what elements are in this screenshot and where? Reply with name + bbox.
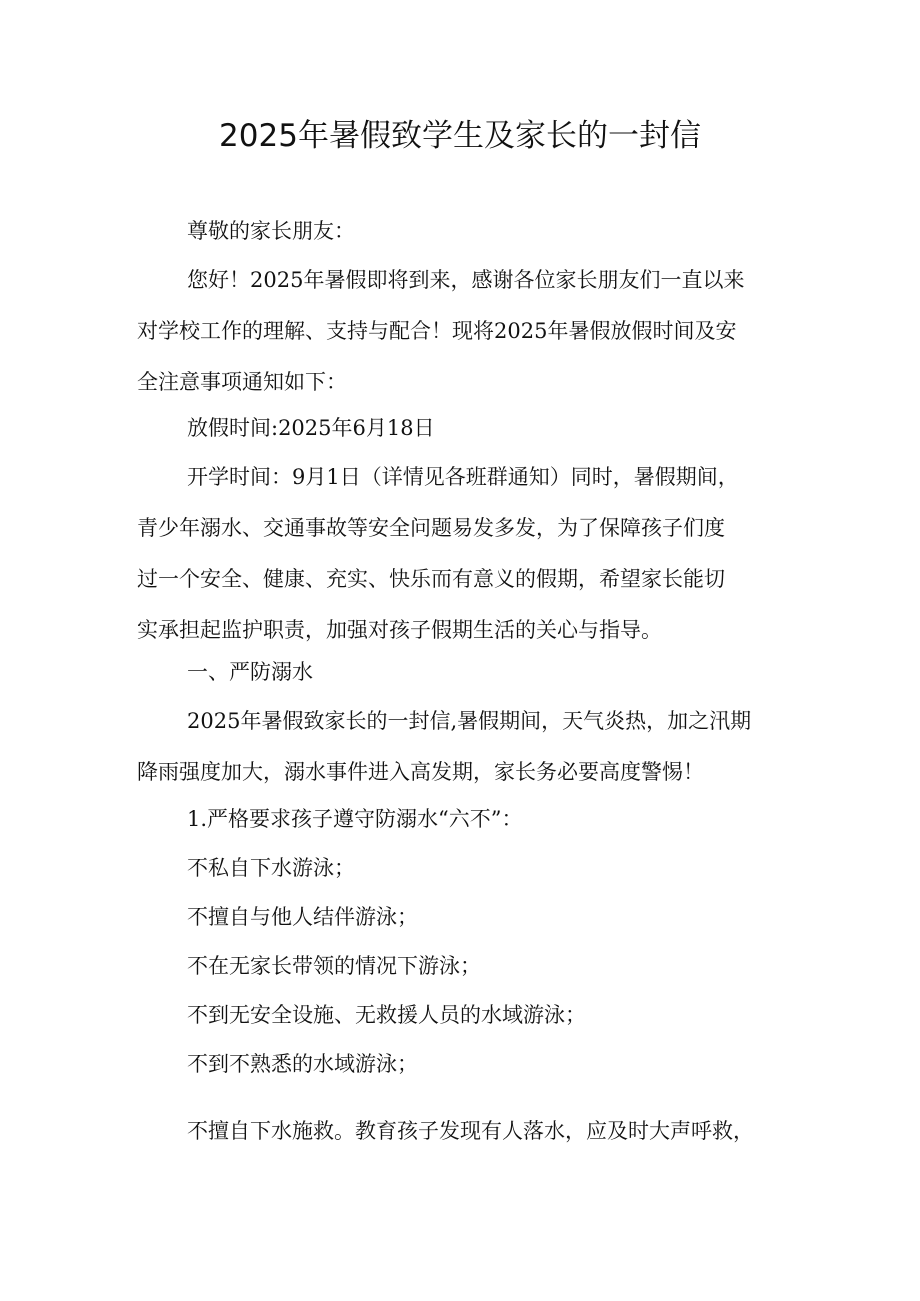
text-line: 1.严格要求孩子遵守防溺水“六不”：: [187, 807, 523, 831]
list-item: [137, 892, 797, 943]
list-item: [137, 990, 797, 1041]
list-item: [137, 941, 797, 992]
text-line: 不私自下水游泳；: [187, 856, 355, 880]
list-heading-six-rules: [137, 794, 797, 845]
document-title: 2025年暑假致学生及家长的一封信: [219, 118, 701, 154]
salutation: [137, 206, 797, 257]
text-line: 2025年暑假致家长的一封信,暑假期间，天气炎热，加之汛期: [187, 709, 752, 733]
text-line: 青少年溺水、交通事故等安全问题易发多发，为了保障孩子们度: [137, 516, 725, 540]
text-line: 不到无安全设施、无救援人员的水域游泳；: [187, 1003, 586, 1027]
text-line: 全注意事项通知如下：: [137, 370, 347, 394]
text-line: 尊敬的家长朋友：: [187, 219, 355, 243]
text-line: 不到不熟悉的水域游泳；: [187, 1052, 418, 1076]
text-line: 过一个安全、健康、充实、快乐而有意义的假期，希望家长能切: [137, 567, 725, 591]
text-line: 降雨强度加大，溺水事件进入高发期，家长务必要高度警惕！: [137, 760, 704, 784]
text-line: 放假时间:2025年6月18日: [187, 416, 435, 440]
paragraph-break-start: [137, 403, 797, 454]
section-heading-drowning: [137, 647, 797, 698]
list-item: [137, 1039, 797, 1090]
text-line: 您好！2025年暑假即将到来，感谢各位家长朋友们一直以来: [187, 268, 745, 292]
paragraph-school-start: [137, 452, 797, 656]
list-item: [137, 843, 797, 894]
text-line: 开学时间：9月1日（详情见各班群通知）同时，暑假期间，: [187, 465, 739, 489]
text-line: 对学校工作的理解、支持与配合！现将2025年暑假放假时间及安: [137, 319, 737, 343]
text-line: 不擅自与他人结伴游泳；: [187, 905, 418, 929]
text-line: 一、严防溺水: [187, 660, 313, 684]
text-line: 实承担起监护职责，加强对孩子假期生活的关心与指导。: [137, 618, 662, 642]
list-item: [137, 1106, 797, 1157]
paragraph-drowning: [137, 696, 797, 798]
text-line: 不擅自下水施救。教育孩子发现有人落水，应及时大声呼救，: [187, 1119, 754, 1143]
paragraph-intro: [137, 255, 797, 408]
text-line: 不在无家长带领的情况下游泳；: [187, 954, 481, 978]
